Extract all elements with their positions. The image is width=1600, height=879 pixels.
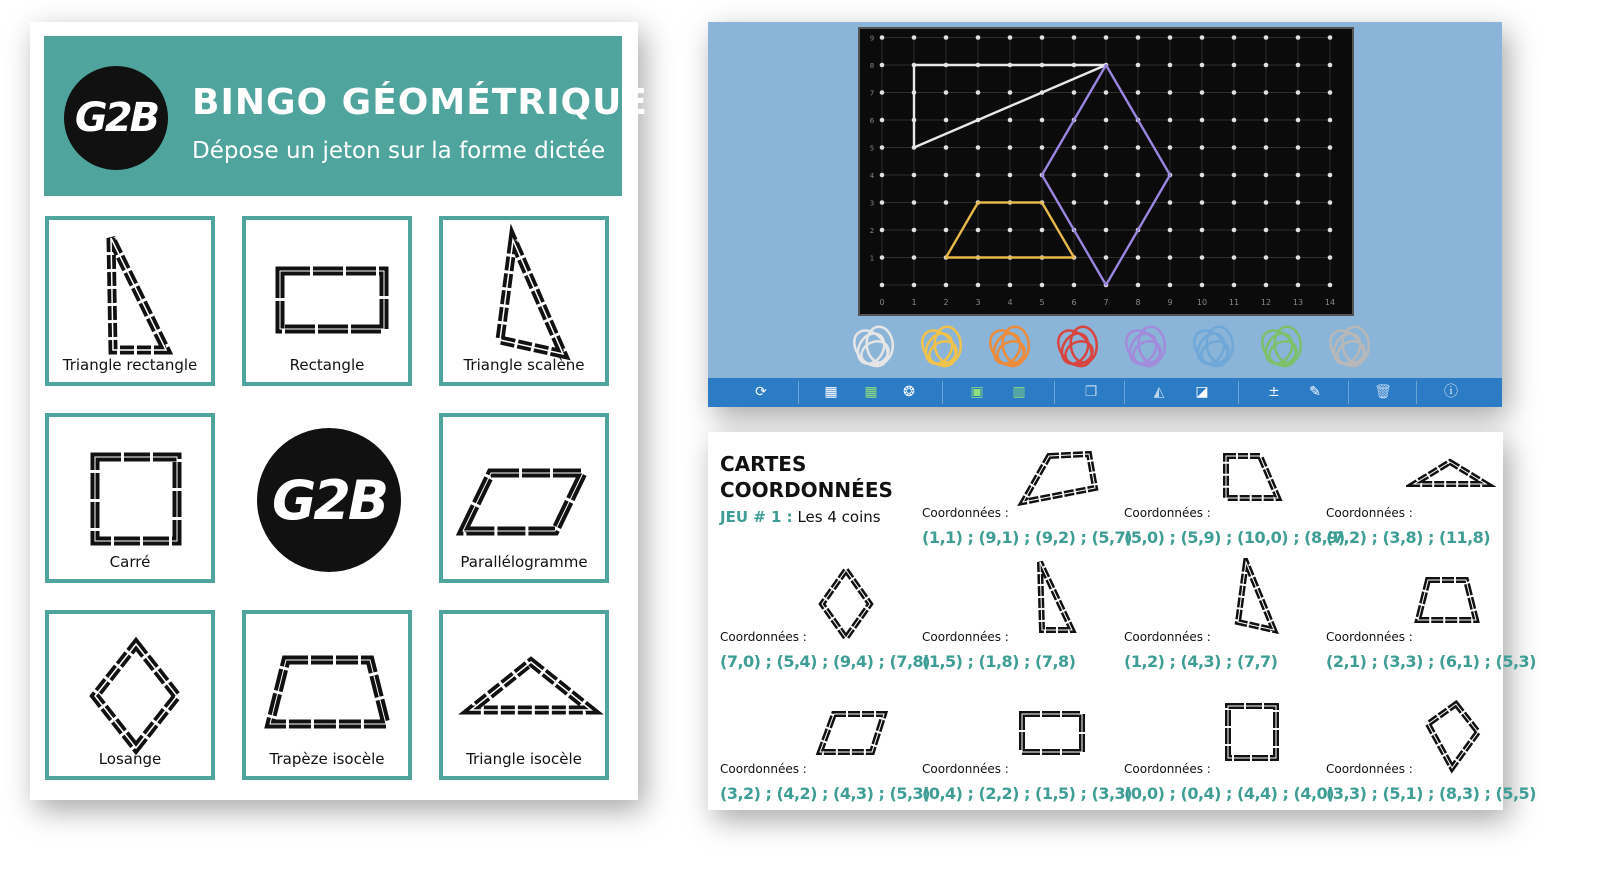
peg[interactable] [944, 90, 949, 95]
quad-icon [1017, 446, 1107, 508]
peg[interactable] [1200, 118, 1205, 123]
coordinate-cards [708, 432, 1536, 810]
peg[interactable] [1104, 35, 1109, 40]
peg[interactable] [1264, 63, 1269, 68]
coord-card[interactable] [720, 564, 930, 684]
elastic-loop [926, 337, 961, 369]
x-tick-label: 12 [1260, 298, 1272, 307]
y-tick-label: 2 [869, 227, 875, 235]
peg[interactable] [1008, 145, 1013, 150]
coord-card[interactable] [1124, 696, 1334, 816]
elastic-bands[interactable] [848, 322, 1408, 378]
peg[interactable] [912, 255, 917, 260]
peg[interactable] [880, 145, 885, 150]
cell-label: Losange [98, 750, 162, 768]
peg[interactable] [1136, 200, 1141, 205]
peg[interactable] [1008, 173, 1013, 178]
peg[interactable] [1264, 228, 1269, 233]
y-tick-label: 4 [869, 172, 875, 180]
x-tick-label: 8 [1135, 298, 1141, 307]
geoboard[interactable] [858, 27, 1354, 316]
peg[interactable] [1136, 35, 1141, 40]
peg[interactable] [1040, 228, 1045, 233]
peg[interactable] [1168, 63, 1173, 68]
separator [1124, 381, 1125, 404]
card-label: Coordonnées : [720, 762, 807, 776]
g2b-logo: G2B [64, 66, 168, 170]
scalene-triangle-icon [1228, 558, 1288, 640]
pencil-icon[interactable]: ✎ [1309, 384, 1321, 400]
cell-label: Triangle isocèle [466, 750, 582, 768]
elastic-loop [1334, 337, 1369, 369]
elastic-band[interactable] [1323, 324, 1370, 373]
coord-card[interactable] [922, 564, 1117, 684]
peg[interactable] [1168, 35, 1173, 40]
peg[interactable] [880, 255, 885, 260]
bingo-cell-parallelogram[interactable] [439, 413, 609, 583]
peg[interactable] [1200, 228, 1205, 233]
card-label: Coordonnées : [1124, 630, 1211, 644]
bingo-header [44, 36, 648, 196]
card-coordinates: (1,5) ; (1,8) ; (7,8) [922, 652, 1076, 671]
bingo-cell-scalene-triangle[interactable] [439, 216, 609, 386]
peg[interactable] [1328, 255, 1333, 260]
peg[interactable] [1072, 35, 1077, 40]
peg[interactable] [880, 283, 885, 288]
peg[interactable] [1200, 90, 1205, 95]
peg[interactable] [1104, 228, 1109, 233]
x-tick-label: 6 [1071, 298, 1077, 307]
coord-card[interactable] [1326, 440, 1521, 560]
cell-grid-icon[interactable]: ▣ [970, 384, 984, 400]
peg[interactable] [1296, 145, 1301, 150]
separator [1416, 381, 1417, 404]
bingo-subtitle: Dépose un jeton sur la forme dictée [192, 138, 606, 164]
peg[interactable] [944, 173, 949, 178]
peg[interactable] [976, 90, 981, 95]
trash-icon[interactable]: 🗑 [1374, 384, 1392, 400]
peg[interactable] [1296, 173, 1301, 178]
grid-icon[interactable]: ▦ [824, 384, 838, 400]
toolbar [708, 378, 1502, 407]
coord-card[interactable] [922, 696, 1132, 816]
card-label: Coordonnées : [922, 762, 1009, 776]
x-tick-label: 4 [1007, 298, 1013, 307]
x-tick-label: 10 [1196, 298, 1208, 307]
peg[interactable] [944, 145, 949, 150]
card-coordinates: (0,4) ; (2,2) ; (1,5) ; (3,3) [922, 784, 1132, 803]
game-number: JEU # 1 : [720, 508, 793, 526]
x-tick-label: 2 [943, 298, 949, 307]
cell-label: Carré [109, 553, 151, 571]
peg[interactable] [880, 35, 885, 40]
peg[interactable] [1168, 255, 1173, 260]
coord-card[interactable] [1326, 696, 1536, 816]
x-tick-label: 13 [1292, 298, 1304, 307]
y-tick-label: 5 [869, 144, 875, 153]
peg[interactable] [976, 173, 981, 178]
peg[interactable] [1328, 118, 1333, 123]
peg[interactable] [1232, 145, 1237, 150]
elastic-band[interactable] [848, 324, 895, 373]
peg[interactable] [1296, 63, 1301, 68]
card-coordinates: (3,2) ; (4,2) ; (4,3) ; (5,3) [720, 784, 930, 803]
peg[interactable] [1328, 90, 1333, 95]
card-coordinates: (7,2) ; (3,8) ; (11,8) [1326, 528, 1491, 547]
peg[interactable] [880, 173, 885, 178]
cards-title-line2: COORDONNÉES [720, 478, 893, 502]
peg[interactable] [1296, 283, 1301, 288]
game-label [720, 508, 881, 526]
peg[interactable] [1040, 35, 1045, 40]
x-tick-label: 9 [1167, 298, 1173, 307]
bingo-title: BINGO GÉOMÉTRIQUE [192, 82, 648, 123]
bingo-card [30, 22, 648, 800]
peg[interactable] [1136, 90, 1141, 95]
peg[interactable] [1200, 283, 1205, 288]
peg[interactable] [1296, 200, 1301, 205]
peg[interactable] [1232, 228, 1237, 233]
y-tick-label: 3 [869, 199, 875, 208]
cell-label: Triangle scalène [463, 356, 585, 374]
coord-card[interactable] [1124, 440, 1345, 560]
card-label: Coordonnées : [1326, 506, 1413, 520]
g2b-logo: G2B [257, 428, 401, 572]
peg[interactable] [912, 283, 917, 288]
peg[interactable] [1296, 35, 1301, 40]
peg[interactable] [1264, 283, 1269, 288]
bingo-cell-isosceles-triangle[interactable] [439, 610, 609, 780]
bingo-cell-free[interactable] [242, 413, 412, 583]
separator [798, 381, 799, 404]
dense-grid-icon[interactable]: ▦ [864, 384, 878, 400]
elastic-loop [858, 337, 893, 369]
elastic-band[interactable] [1119, 324, 1166, 373]
peg[interactable] [1200, 173, 1205, 178]
peg[interactable] [1072, 145, 1077, 150]
peg[interactable] [1328, 200, 1333, 205]
peg[interactable] [1168, 90, 1173, 95]
y-tick-label: 1 [869, 254, 875, 263]
peg[interactable] [1136, 255, 1141, 260]
game-name: Les 4 coins [797, 508, 881, 526]
bingo-cell-right-triangle[interactable] [45, 216, 215, 386]
info-icon[interactable]: ⓘ [1444, 384, 1458, 400]
peg[interactable] [1072, 90, 1077, 95]
peg[interactable] [1008, 90, 1013, 95]
peg[interactable] [880, 90, 885, 95]
peg[interactable] [1232, 63, 1237, 68]
coord-card[interactable] [922, 440, 1132, 560]
color-icon[interactable]: ◪ [1195, 384, 1209, 400]
peg[interactable] [880, 200, 885, 205]
x-tick-label: 14 [1324, 298, 1336, 307]
cell-label: Triangle rectangle [62, 356, 198, 374]
peg[interactable] [1040, 145, 1045, 150]
y-tick-label: 8 [869, 62, 875, 70]
peg[interactable] [1232, 255, 1237, 260]
peg[interactable] [1328, 35, 1333, 40]
card-coordinates: (2,1) ; (3,3) ; (6,1) ; (5,3) [1326, 652, 1536, 671]
card-coordinates: (5,0) ; (5,9) ; (10,0) ; (8,9) [1124, 528, 1345, 547]
separator [1348, 381, 1349, 404]
y-tick-label: 7 [869, 89, 875, 98]
square-icon [1220, 700, 1286, 764]
peg[interactable] [1232, 200, 1237, 205]
trapezoid-icon [1414, 572, 1484, 628]
peg[interactable] [1200, 145, 1205, 150]
peg[interactable] [1264, 200, 1269, 205]
peg[interactable] [1008, 228, 1013, 233]
numbered-grid-icon[interactable]: ▥ [1012, 384, 1026, 400]
elastic-band[interactable] [915, 324, 962, 373]
elastic-band[interactable] [983, 324, 1030, 373]
cards-title-line1: CARTES [720, 452, 807, 476]
peg[interactable] [1168, 283, 1173, 288]
elastic-band[interactable] [1051, 324, 1098, 373]
peg[interactable] [976, 283, 981, 288]
peg[interactable] [1264, 145, 1269, 150]
elastic-band[interactable] [1187, 324, 1234, 373]
peg[interactable] [1232, 90, 1237, 95]
cell-label: Rectangle [289, 356, 365, 374]
peg[interactable] [1296, 255, 1301, 260]
card-coordinates: (1,2) ; (4,3) ; (7,7) [1124, 652, 1278, 671]
peg[interactable] [1136, 283, 1141, 288]
x-tick-label: 5 [1039, 298, 1045, 307]
bingo-cell-rectangle[interactable] [242, 216, 412, 386]
peg[interactable] [1072, 200, 1077, 205]
peg[interactable] [1264, 90, 1269, 95]
peg[interactable] [1072, 173, 1077, 178]
geoboard-app [708, 22, 1502, 407]
peg[interactable] [912, 200, 917, 205]
peg[interactable] [1328, 145, 1333, 150]
parallelogram-icon [814, 706, 894, 762]
peg[interactable] [1232, 118, 1237, 123]
peg[interactable] [1232, 35, 1237, 40]
peg[interactable] [1328, 173, 1333, 178]
separator [942, 381, 943, 404]
peg[interactable] [1136, 145, 1141, 150]
refresh-icon[interactable]: ⟳ [755, 384, 767, 400]
peg[interactable] [1296, 118, 1301, 123]
peg[interactable] [944, 200, 949, 205]
peg[interactable] [1200, 200, 1205, 205]
peg[interactable] [1168, 200, 1173, 205]
right-triangle-icon [1026, 558, 1086, 640]
peg[interactable] [1200, 255, 1205, 260]
peg[interactable] [880, 118, 885, 123]
x-tick-label: 11 [1228, 298, 1240, 307]
peg[interactable] [1296, 90, 1301, 95]
card-label: Coordonnées : [1124, 506, 1211, 520]
peg[interactable] [880, 63, 885, 68]
coord-card[interactable] [720, 696, 930, 816]
peg[interactable] [1296, 228, 1301, 233]
peg[interactable] [1008, 118, 1013, 123]
x-tick-label: 3 [975, 298, 981, 307]
peg[interactable] [1328, 63, 1333, 68]
peg[interactable] [1168, 118, 1173, 123]
y-tick-label: 6 [869, 117, 875, 125]
x-tick-label: 7 [1103, 298, 1109, 307]
cell-label: Parallélogramme [460, 553, 588, 571]
peg[interactable] [1168, 145, 1173, 150]
peg[interactable] [944, 228, 949, 233]
y-tick-label: 9 [869, 34, 875, 43]
geoboard-grid[interactable] [860, 29, 1352, 314]
peg[interactable] [1264, 118, 1269, 123]
peg[interactable] [1328, 283, 1333, 288]
peg[interactable] [912, 228, 917, 233]
quad-icon [1220, 448, 1290, 508]
peg[interactable] [1232, 283, 1237, 288]
card-label: Coordonnées : [1326, 762, 1413, 776]
peg[interactable] [1200, 63, 1205, 68]
peg[interactable] [1104, 118, 1109, 123]
peg[interactable] [1232, 173, 1237, 178]
coord-card[interactable] [1124, 564, 1319, 684]
x-tick-label: 0 [879, 298, 885, 307]
rectangle-icon [1014, 706, 1090, 758]
elastic-loop [994, 337, 1029, 369]
peg[interactable] [1104, 200, 1109, 205]
elastic-loop [1266, 337, 1301, 369]
kite-icon [1422, 698, 1488, 776]
bingo-cell-isosceles-trapezoid[interactable] [242, 610, 412, 780]
bingo-cell-square[interactable] [45, 413, 215, 583]
card-label: Coordonnées : [1124, 762, 1211, 776]
peg[interactable] [976, 228, 981, 233]
separator [1054, 381, 1055, 404]
peg[interactable] [1328, 228, 1333, 233]
window-icon[interactable]: ❐ [1084, 384, 1098, 400]
peg[interactable] [1040, 283, 1045, 288]
elastic-band[interactable] [1255, 324, 1302, 373]
peg[interactable] [944, 35, 949, 40]
peg[interactable] [1104, 90, 1109, 95]
rhombus-icon [818, 566, 878, 646]
peg[interactable] [944, 283, 949, 288]
operations-icon[interactable]: ± [1268, 384, 1280, 400]
peg[interactable] [1200, 35, 1205, 40]
fill-icon[interactable]: ◭ [1153, 384, 1165, 400]
peg[interactable] [1008, 283, 1013, 288]
peg[interactable] [1104, 173, 1109, 178]
peg[interactable] [1264, 173, 1269, 178]
cell-label: Trapèze isocèle [269, 750, 385, 768]
bingo-cell-rhombus[interactable] [45, 610, 215, 780]
peg[interactable] [1136, 173, 1141, 178]
peg[interactable] [1264, 35, 1269, 40]
elastic-loop [1062, 337, 1097, 369]
peg[interactable] [976, 35, 981, 40]
peg[interactable] [1168, 228, 1173, 233]
elastic-loop [1198, 337, 1233, 369]
card-coordinates: (7,0) ; (5,4) ; (9,4) ; (7,8) [720, 652, 930, 671]
circle-grid-icon[interactable]: ❂ [903, 384, 915, 400]
peg[interactable] [912, 173, 917, 178]
card-coordinates: (0,0) ; (0,4) ; (4,4) ; (4,0) [1124, 784, 1334, 803]
flat-triangle-icon [1406, 454, 1496, 494]
peg[interactable] [1136, 63, 1141, 68]
coord-card[interactable] [1326, 564, 1536, 684]
peg[interactable] [1008, 35, 1013, 40]
elastic-tray [848, 322, 1408, 378]
separator [1238, 381, 1239, 404]
peg[interactable] [1104, 145, 1109, 150]
card-coordinates: (3,3) ; (5,1) ; (8,3) ; (5,5) [1326, 784, 1536, 803]
x-tick-label: 1 [911, 298, 917, 307]
peg[interactable] [1104, 255, 1109, 260]
peg[interactable] [912, 35, 917, 40]
card-label: Coordonnées : [1326, 630, 1413, 644]
peg[interactable] [1264, 255, 1269, 260]
peg[interactable] [1072, 283, 1077, 288]
peg[interactable] [976, 145, 981, 150]
elastic-loop [1130, 337, 1165, 369]
peg[interactable] [1040, 118, 1045, 123]
card-coordinates: (1,1) ; (9,1) ; (9,2) ; (5,7) [922, 528, 1132, 547]
peg[interactable] [880, 228, 885, 233]
card-label: Coordonnées : [922, 630, 1009, 644]
card-label: Coordonnées : [922, 506, 1009, 520]
card-label: Coordonnées : [720, 630, 807, 644]
peg[interactable] [944, 118, 949, 123]
